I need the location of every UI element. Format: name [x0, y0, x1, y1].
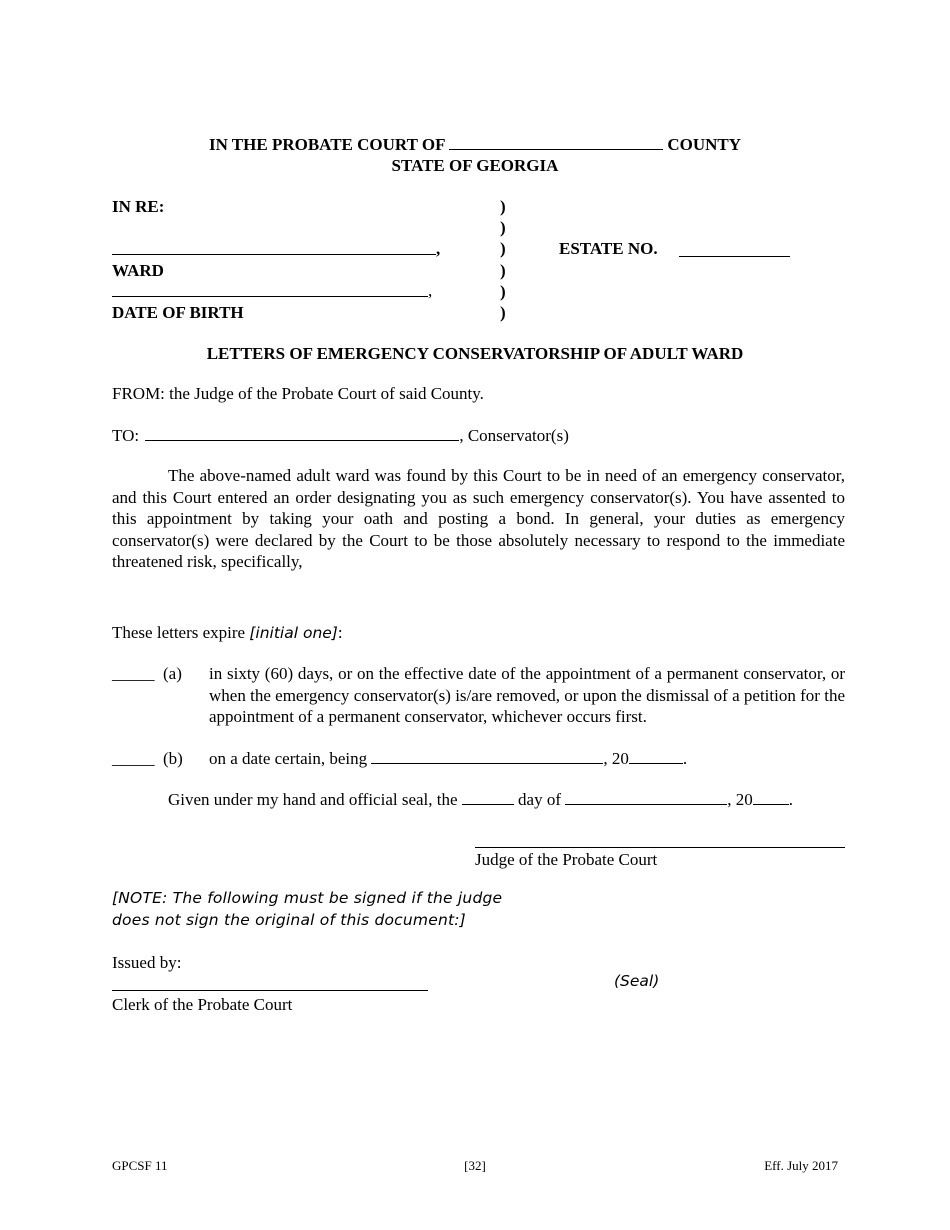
seal-label: (Seal) — [614, 972, 660, 990]
expire-instruction: [initial one] — [249, 624, 338, 642]
given-prefix: Given under my hand and official seal, the — [168, 790, 458, 809]
ward-label: WARD — [112, 261, 164, 280]
estate-no-label: ESTATE NO. — [559, 239, 658, 258]
caption-paren: ) — [500, 239, 506, 258]
ward-name-blank[interactable] — [112, 254, 436, 255]
option-b-text — [209, 748, 687, 769]
issued-by-label: Issued by: — [112, 953, 182, 972]
expire-suffix: : — [337, 623, 343, 642]
dob-comma: , — [428, 281, 433, 300]
caption-paren: ) — [500, 218, 506, 237]
estate-no-blank[interactable] — [679, 256, 790, 257]
to-prefix: TO: — [112, 426, 140, 445]
caption-paren: ) — [500, 282, 506, 301]
ward-comma: , — [436, 239, 441, 258]
given-day-blank[interactable] — [462, 790, 514, 805]
state-heading: STATE OF GEORGIA — [391, 156, 559, 175]
dob-label: DATE OF BIRTH — [112, 303, 244, 322]
option-b-prefix: on a date certain, being — [209, 749, 368, 768]
option-b-label: (b) — [163, 749, 183, 768]
to-suffix: , Conservator(s) — [459, 426, 569, 445]
given-year-prefix: , 20 — [727, 790, 753, 809]
given-line — [168, 789, 793, 810]
clerk-signature-line[interactable] — [112, 990, 428, 991]
conservator-name-blank[interactable] — [145, 426, 459, 441]
footer-effective-date: Eff. July 2017 — [764, 1158, 838, 1173]
county-blank[interactable] — [449, 135, 663, 150]
dob-blank[interactable] — [112, 296, 428, 297]
option-b-mid: , 20 — [603, 749, 629, 768]
expire-prefix: These letters expire — [112, 623, 246, 642]
option-a-label: (a) — [163, 664, 182, 683]
given-year-blank[interactable] — [753, 790, 789, 805]
option-b-end: . — [682, 749, 688, 768]
option-b-blank[interactable]: _____ — [112, 749, 155, 768]
from-line: FROM: the Judge of the Probate Court of said County. — [112, 384, 484, 403]
given-end: . — [788, 790, 794, 809]
in-re-label: IN RE: — [112, 197, 165, 216]
footer-page-number: [32] — [464, 1158, 486, 1173]
court-suffix: COUNTY — [667, 135, 742, 154]
expire-line — [112, 622, 343, 644]
given-month-blank[interactable] — [565, 790, 727, 805]
caption-paren: ) — [500, 303, 506, 322]
court-header — [0, 134, 950, 155]
body-paragraph: The above-named adult ward was found by this Court to be in need of an emergency conservator, and this Court entered an order designating you as such emergency conservator(s). You have assented to this appointment by taking your oath and posting a bond. In general, your duties as emergency conservator(s) were declared by the Court to be those absolutely necessary to respond to the immediate threatened risk, specifically, — [112, 466, 845, 571]
option-a-blank[interactable]: _____ — [112, 664, 155, 683]
footer-form-id: GPCSF 11 — [112, 1158, 168, 1173]
date-certain-blank[interactable] — [371, 749, 603, 764]
document-title: LETTERS OF EMERGENCY CONSERVATORSHIP OF ADULT WARD — [206, 344, 744, 363]
caption-paren: ) — [500, 197, 506, 216]
note-line-1: [NOTE: The following must be signed if the judge — [112, 889, 503, 907]
to-line — [112, 425, 569, 446]
date-certain-year-blank[interactable] — [629, 749, 683, 764]
clerk-label: Clerk of the Probate Court — [112, 995, 293, 1014]
judge-signature-label: Judge of the Probate Court — [475, 850, 658, 869]
given-mid: day of — [518, 790, 562, 809]
judge-signature-line[interactable] — [475, 847, 845, 848]
court-prefix: IN THE PROBATE COURT OF — [208, 135, 445, 154]
option-a-text: in sixty (60) days, or on the effective date of the appointment of a permanent conservator, or when the emergency conservator(s) is/are removed, or upon the dismissal of a petition for the appointment of a permanent conservator, whichever occurs first. — [209, 664, 845, 726]
caption-paren: ) — [500, 261, 506, 280]
note-line-2: does not sign the original of this document:] — [112, 911, 466, 929]
